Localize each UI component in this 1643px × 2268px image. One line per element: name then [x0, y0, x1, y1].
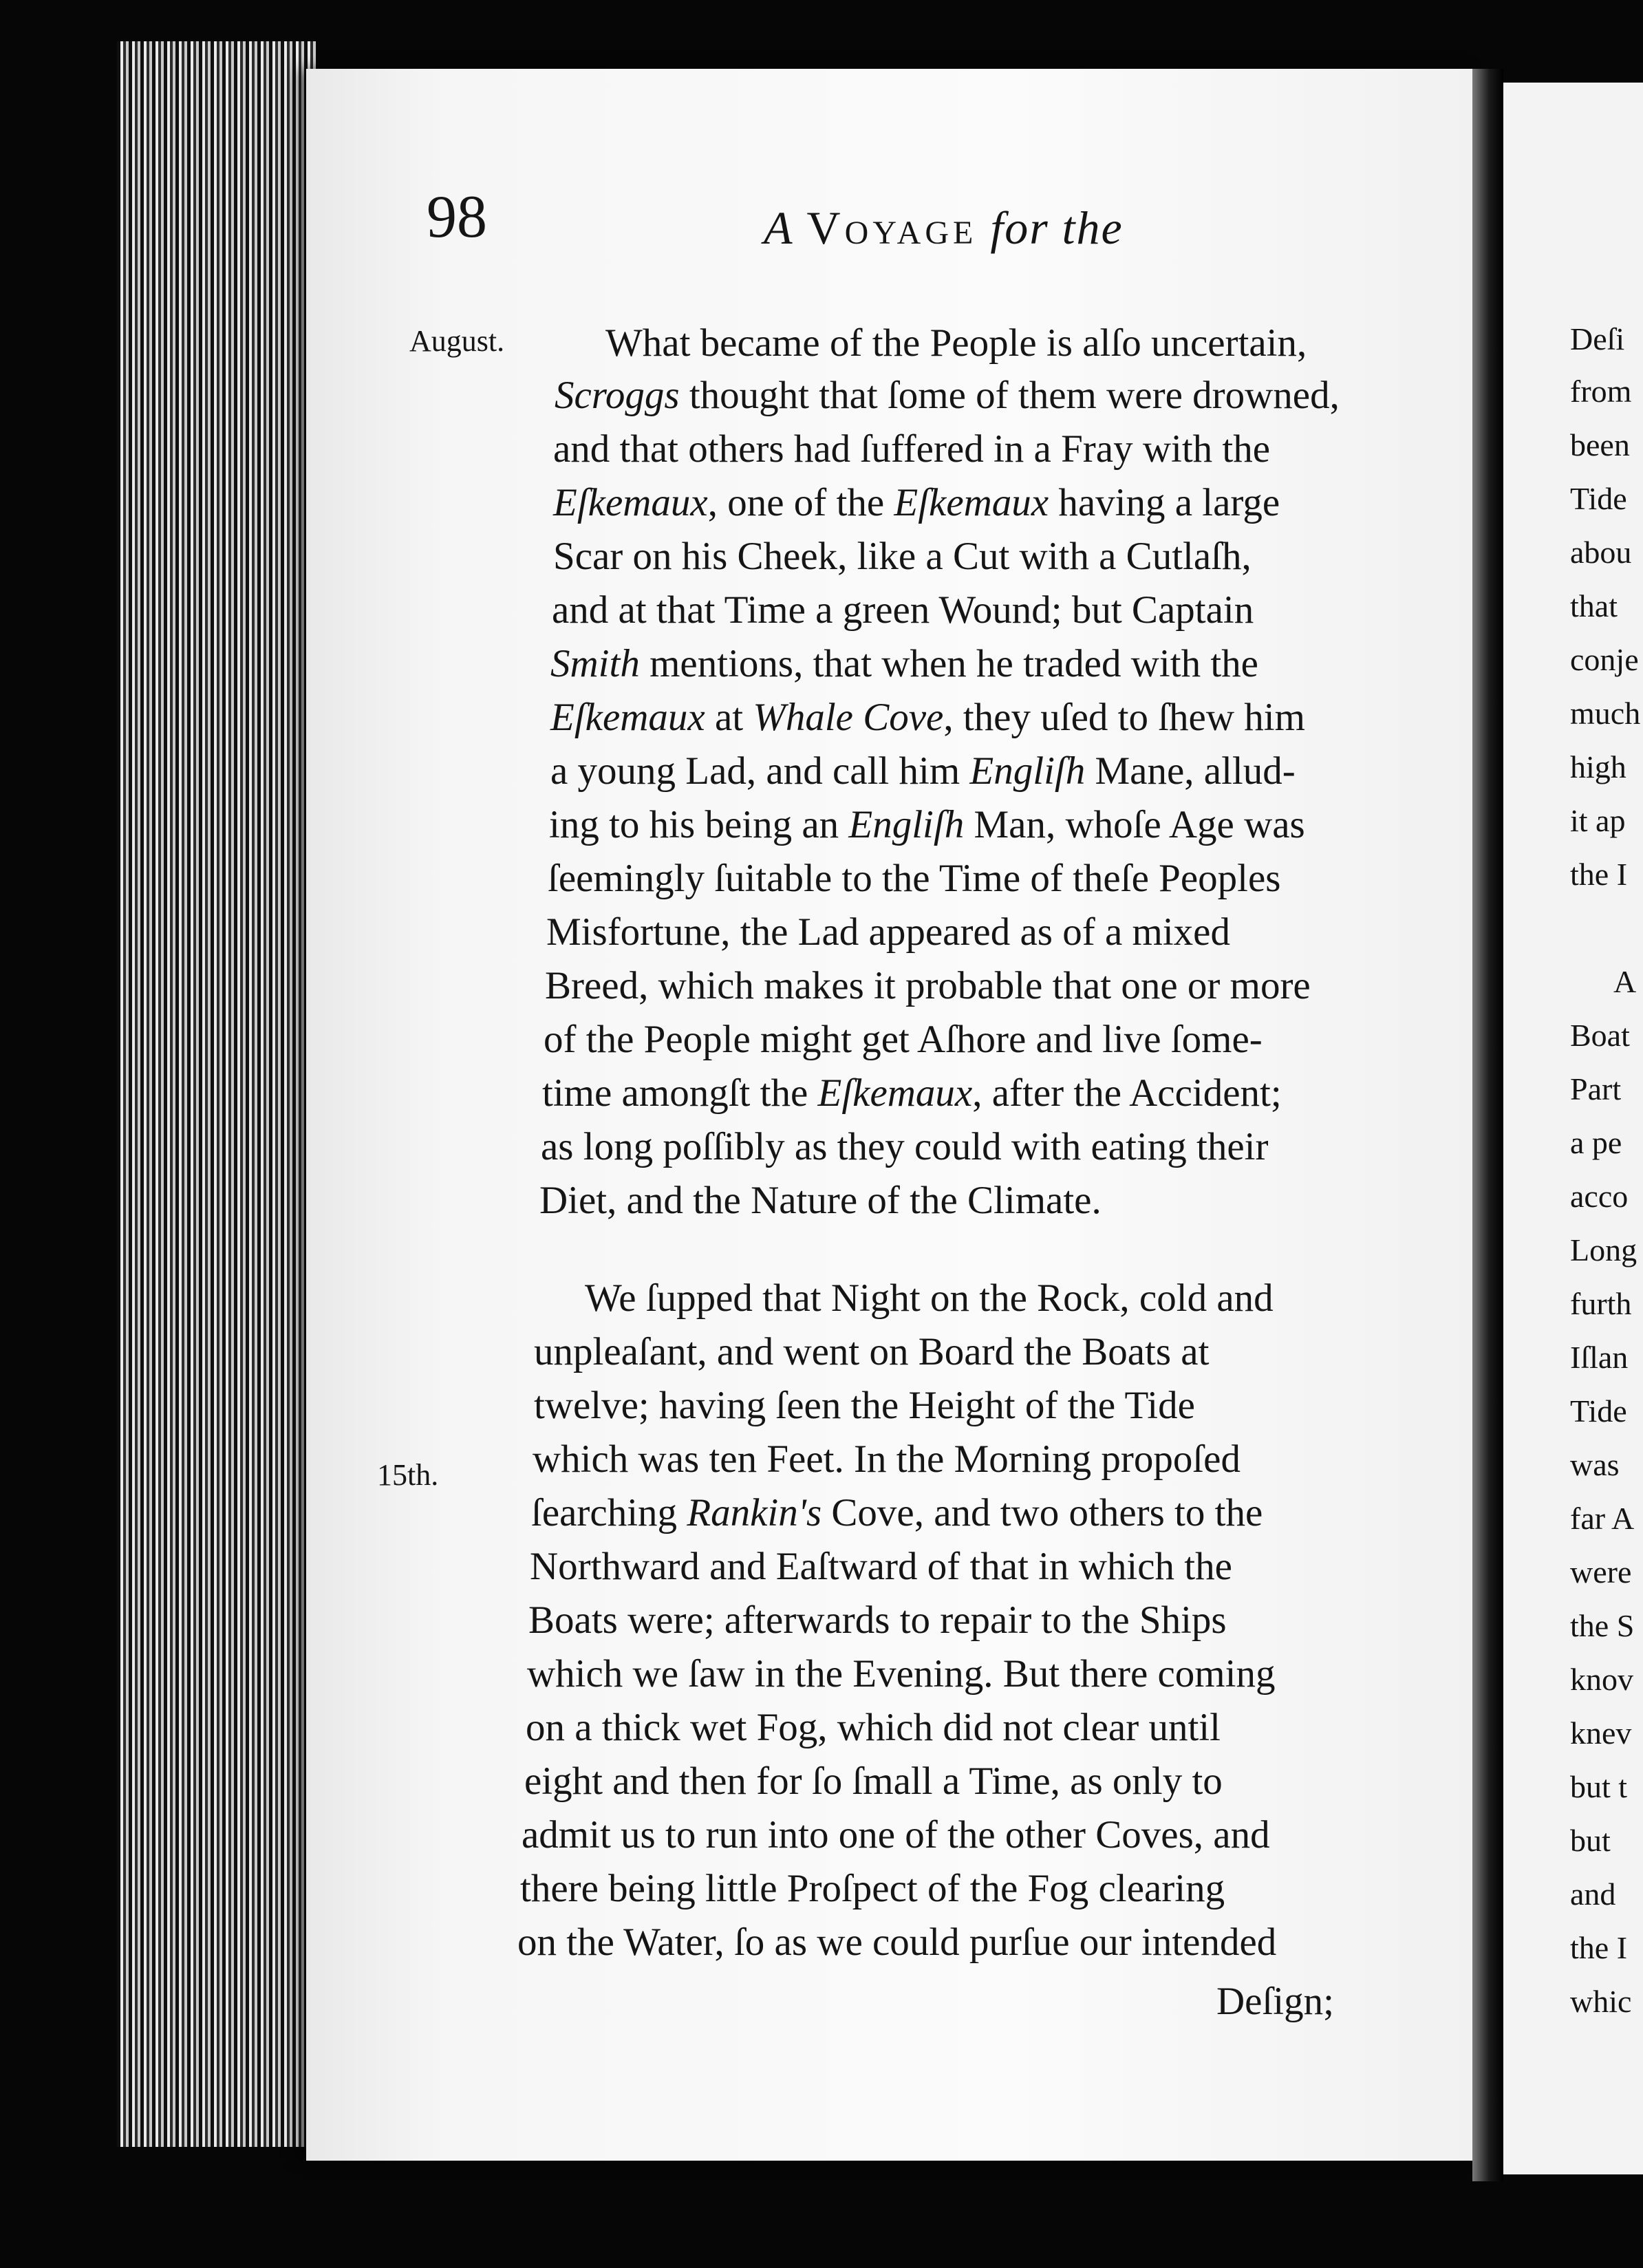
facing-page-line: but t [1570, 1769, 1628, 1804]
body-line: on the Water, ſo as we could purſue our intended [517, 1921, 1277, 1964]
facing-page-line: much [1570, 696, 1641, 731]
facing-page-line: knev [1570, 1715, 1632, 1751]
body-line: Eſkemaux at Whale Cove, they uſed to ſhew him [550, 696, 1305, 739]
book-page-edges [117, 41, 316, 2147]
margin-note-15th: 15th. [377, 1458, 439, 1492]
body-line: which was ten Feet. In the Morning propoſed [533, 1437, 1241, 1481]
body-line: ſearching Rankin's Cove, and two others to the [531, 1491, 1263, 1534]
facing-page-line: Iſlan [1570, 1340, 1629, 1375]
facing-page-line: knov [1570, 1662, 1633, 1697]
facing-page-line: was [1570, 1447, 1620, 1482]
body-line: which we ſaw in the Evening. But there coming [527, 1652, 1276, 1695]
facing-page-line: acco [1570, 1179, 1629, 1214]
facing-page-line: that [1570, 588, 1618, 623]
body-line: twelve; having ſeen the Height of the Tide [534, 1384, 1195, 1427]
body-line: and that others had ſuffered in a Fray with the [553, 427, 1271, 471]
body-line: admit us to run into one of the other Coves, and [522, 1813, 1270, 1857]
page-number: 98 [427, 184, 487, 250]
running-head [764, 201, 1124, 255]
facing-page-line: Tide [1570, 481, 1627, 516]
facing-page-line: the I [1570, 1930, 1628, 1965]
book-gutter [1472, 69, 1503, 2181]
body-line: What became of the People is alſo uncertain, [605, 321, 1307, 365]
running-head-for-the: for the [990, 202, 1124, 254]
body-line: Breed, which makes it probable that one or more [545, 964, 1311, 1007]
body-line: ſeemingly ſuitable to the Time of theſe Peoples [548, 857, 1281, 900]
facing-page-line: Part [1570, 1071, 1622, 1106]
running-head-a: A [764, 202, 794, 254]
facing-page-line: Long [1570, 1232, 1637, 1267]
body-line: Northward and Eaſtward of that in which the [530, 1545, 1232, 1588]
body-line: time amongſt the Eſkemaux, after the Accident; [542, 1071, 1282, 1115]
facing-page-line: from [1570, 374, 1632, 409]
body-line: Boats were; afterwards to repair to the Ships [528, 1598, 1227, 1642]
body-line: ing to his being an Engliſh Man, whoſe Age was [549, 803, 1305, 846]
facing-page-line: A [1613, 964, 1637, 999]
facing-page-line: conje [1570, 642, 1639, 677]
body-line: Smith mentions, that when he traded with the [550, 642, 1258, 685]
body-line: on a thick wet Fog, which did not clear until [526, 1706, 1221, 1749]
facing-page-line: Boat [1570, 1018, 1630, 1053]
facing-page-line: but [1570, 1823, 1611, 1858]
body-line: Scroggs thought that ſome of them were drowned, [555, 374, 1340, 417]
body-line: We ſupped that Night on the Rock, cold and [585, 1276, 1274, 1320]
body-line: and at that Time a green Wound; but Captain [552, 588, 1254, 632]
body-line: eight and then for ſo ſmall a Time, as only to [524, 1759, 1223, 1803]
body-line: a young Lad, and call him Engliſh Mane, allud- [550, 749, 1296, 793]
facing-page-line: it ap [1570, 803, 1626, 838]
body-line: there being little Proſpect of the Fog clearing [520, 1867, 1225, 1910]
body-line: Scar on his Cheek, like a Cut with a Cutlaſh, [553, 535, 1252, 578]
facing-page-line: whic [1570, 1984, 1632, 2019]
body-line: as long poſſibly as they could with eating their [541, 1125, 1269, 1168]
facing-page-line: the S [1570, 1608, 1635, 1643]
catchword: Deſign; [1216, 1980, 1334, 2023]
facing-page-line: far A [1570, 1501, 1635, 1536]
facing-page-line: were [1570, 1554, 1632, 1590]
facing-page-line: the I [1570, 857, 1628, 892]
facing-page-line: been [1570, 427, 1630, 462]
facing-page-line: high [1570, 749, 1626, 784]
body-line: unpleaſant, and went on Board the Boats at [534, 1330, 1210, 1373]
margin-note-august: August. [409, 324, 505, 358]
facing-page-line: a pe [1570, 1125, 1622, 1160]
body-line: of the People might get Aſhore and live ſome- [544, 1018, 1263, 1061]
facing-page-line: Deſi [1570, 321, 1625, 356]
facing-page-line: and [1570, 1876, 1616, 1912]
facing-page-line: abou [1570, 535, 1632, 570]
body-line: Misfortune, the Lad appeared as of a mixed [546, 910, 1230, 954]
body-line: Diet, and the Nature of the Climate. [539, 1179, 1102, 1222]
body-line: Eſkemaux, one of the Eſkemaux having a large [553, 481, 1280, 524]
facing-page-line: Tide [1570, 1393, 1627, 1429]
running-head-voyage: Voyage [806, 202, 978, 254]
facing-page-line: furth [1570, 1286, 1632, 1321]
